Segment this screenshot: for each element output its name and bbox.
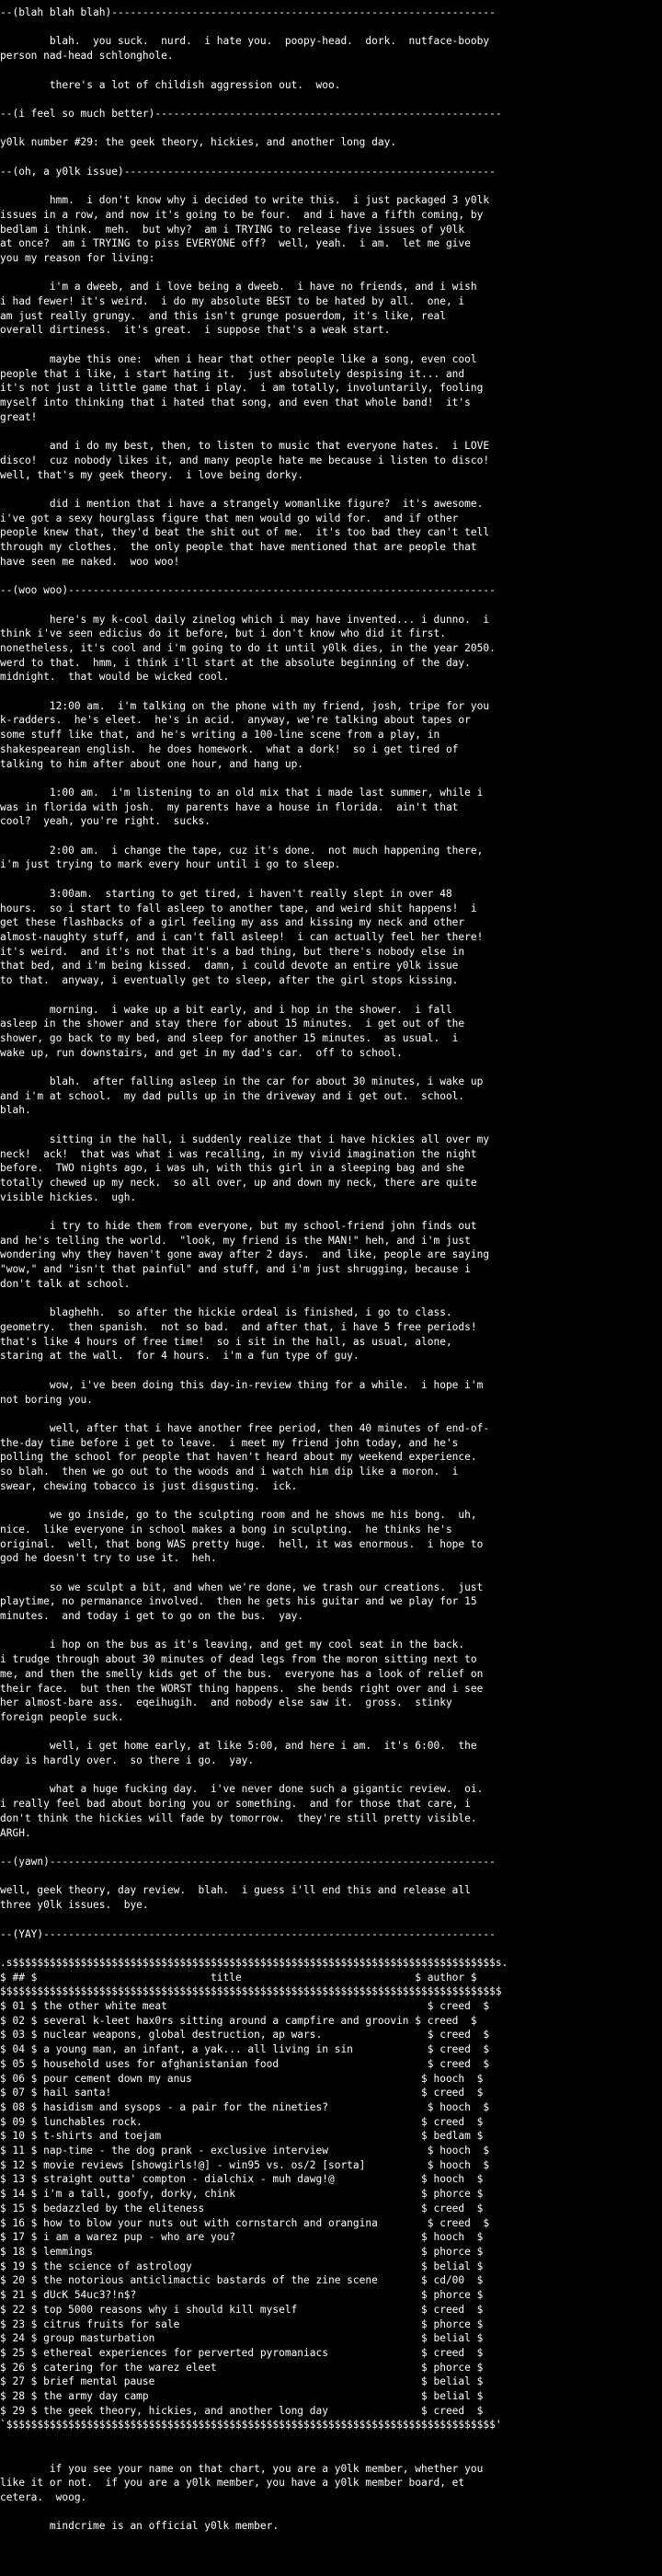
table-row: $$$$$$$$$$$$$$$$$$$$$$$$$$$$$$$$$$$$$$$$$$$$$$$$$$$$$$$$$$$$$$$$$$$$$$$$$$$$$$$$$ <box>0 1985 502 1998</box>
table-row: $ 09 $ lunchables rock. $ creed $ <box>0 2115 484 2128</box>
table-row: $ 03 $ nuclear weapons, global destruction, ap wars. $ creed $ <box>0 2029 490 2041</box>
section-header: --(yawn)------------------------------------------------------------------------ <box>0 1856 496 1868</box>
table-row: $ 21 $ dUcK 54uc3?!n$? $ phorce $ <box>0 2289 484 2302</box>
text-line: what a huge fucking day. i've never done such a gigantic review. oi. <box>0 1783 484 1796</box>
text-line: and he's telling the world. "look, my friend is the MAN!" heh, and i'm just <box>0 1234 471 1247</box>
text-line: hours. so i start to fall asleep to another tape, and weird shit happens! i <box>0 902 477 914</box>
table-row: $ 17 $ i am a warez pup - who are you? $ hooch $ <box>0 2231 484 2244</box>
text-line: her almost-bare ass. eqeihugih. and nobody else saw it. gross. stinky <box>0 1696 452 1709</box>
text-line: visible hickies. ugh. <box>0 1190 137 1203</box>
table-row: $ 16 $ how to blow your nuts out with cornstarch and orangina $ creed $ <box>0 2216 490 2229</box>
text-line: totally chewed up my neck. so all over, up and down my neck, there are quite <box>0 1176 477 1189</box>
text-line: well, that's my geek theory. i love being dorky. <box>0 468 304 481</box>
text-line: i try to hide them from everyone, but my school-friend john finds out <box>0 1220 477 1233</box>
text-line: there's a lot of childish aggression out. woo. <box>0 78 341 91</box>
table-row: $ 05 $ household uses for afghanistanian food $ creed $ <box>0 2057 490 2070</box>
text-line: ARGH. <box>0 1826 31 1839</box>
text-line: great! <box>0 410 38 423</box>
table-row: $ 22 $ top 5000 reasons why i should kill myself $ creed $ <box>0 2303 484 2316</box>
text-line: well, i get home early, at like 5:00, and here i am. it's 6:00. the <box>0 1740 477 1753</box>
text-line: mindcrime is an official y0lk member. <box>0 2520 280 2533</box>
table-row: $ 26 $ catering for the warez eleet $ phorce $ <box>0 2361 484 2374</box>
text-line: and i do my best, then, to listen to music that everyone hates. i LOVE <box>0 440 490 453</box>
table-row: $ 12 $ movie reviews [showgirls!@] - win95 vs. os/2 [sorta] $ hooch $ <box>0 2158 490 2171</box>
table-row: $ 24 $ group masturbation $ belial $ <box>0 2332 484 2345</box>
text-line: people knew that, they'd beat the shit out of me. it's too bad they can't tell <box>0 526 490 539</box>
text-line: midnight. that would be wicked cool. <box>0 671 230 684</box>
text-line: to that. anyway, i eventually get to sleep, after the girl stops kissing. <box>0 974 459 987</box>
text-line: was in florida with josh. my parents have a house in florida. ain't that <box>0 800 459 813</box>
table-row: $ ## $ title $ author $ <box>0 1971 477 1984</box>
text-line: it's weird. and it's not that it's a bad thing, but there's nobody else in <box>0 945 465 958</box>
text-line: get these flashbacks of a girl feeling my ass and kissing my neck and other <box>0 916 465 929</box>
zine-text-body <box>0 6 662 2534</box>
table-row: $ 04 $ a young man, an infant, a yak... all living in sin $ creed $ <box>0 2043 490 2056</box>
text-line: bedlam i think. meh. but why? am i TRYING to release five issues of y0lk <box>0 223 465 236</box>
text-line: don't think the hickies will fade by tomorrow. they're still pretty visible. <box>0 1811 477 1824</box>
table-row: $ 06 $ pour cement down my anus $ hooch $ <box>0 2072 484 2085</box>
table-row: $ 29 $ the geek theory, hickies, and another long day $ creed $ <box>0 2404 484 2417</box>
text-line: 12:00 am. i'm talking on the phone with my friend, josh, tripe for you <box>0 699 490 712</box>
table-row: $ 14 $ i'm a tall, goofy, dorky, chink $ phorce $ <box>0 2188 484 2201</box>
text-line: like it or not. if you are a y0lk member, you have a y0lk member board, et <box>0 2477 465 2490</box>
table-row: $ 11 $ nap-time - the dog prank - exclusive interview $ hooch $ <box>0 2145 490 2157</box>
text-line: so we sculpt a bit, and when we're done, we trash our creations. just <box>0 1581 484 1593</box>
text-line: at once? am i TRYING to piss EVERYONE off? well, yeah. i am. let me give <box>0 237 471 250</box>
text-line: before. TWO nights ago, i was uh, with this girl in a sleeping bag and she <box>0 1162 465 1175</box>
text-line: i'm just trying to mark every hour until i go to sleep. <box>0 858 341 871</box>
text-line: myself into thinking that i hated that song, and even that whole band! it's <box>0 396 471 408</box>
table-row: `$$$$$$$$$$$$$$$$$$$$$$$$$$$$$$$$$$$$$$$$$$$$$$$$$$$$$$$$$$$$$$$$$$$$$$$$$$$$$$$' <box>0 2419 502 2432</box>
text-line: don't talk at school. <box>0 1277 131 1290</box>
text-line: not boring you. <box>0 1393 94 1406</box>
text-line: me, and then the smelly kids get of the bus. everyone has a look of relief on <box>0 1667 484 1680</box>
text-line: talking to him after about one hour, and hang up. <box>0 757 304 770</box>
table-row: $ 27 $ brief mental pause $ belial $ <box>0 2375 484 2388</box>
section-header: --(blah blah blah)-------------------------------------------------------------- <box>0 6 496 18</box>
text-line: maybe this one: when i hear that other people like a song, even cool <box>0 352 477 365</box>
text-line: i've got a sexy hourglass figure that men would go wild for. and if other <box>0 512 459 524</box>
text-line: i really feel bad about boring you or something. and for those that care, i <box>0 1798 471 1811</box>
text-line: well, after that i have another free period, then 40 minutes of end-of- <box>0 1421 490 1434</box>
text-line: am just really grungy. and this isn't grunge posuerdom, it's like, real <box>0 309 446 322</box>
text-line: sitting in the hall, i suddenly realize that i have hickies all over my <box>0 1133 490 1145</box>
section-header: --(i feel so much better)-------------------------------------------------------- <box>0 107 502 120</box>
text-line: blaghehh. so after the hickie ordeal is finished, i go to class. <box>0 1306 452 1319</box>
section-header: --(YAY)------------------------------------------------------------------------- <box>0 1927 496 1940</box>
text-line: "wow," and "isn't that painful" and stuff, and i'm just shrugging, because i <box>0 1263 471 1276</box>
text-line: i trudge through about 30 minutes of dead legs from the moron sitting next to <box>0 1653 477 1666</box>
text-line: i had fewer! it's weird. i do my absolute BEST to be hated by all. one, i <box>0 295 465 308</box>
text-line: i hop on the bus as it's leaving, and get my cool seat in the back. <box>0 1639 465 1651</box>
text-line: it's not just a little game that i play. i am totally, involuntarily, fooling <box>0 382 484 395</box>
table-row: $ 23 $ citrus fruits for sale $ phorce $ <box>0 2317 484 2330</box>
text-line: person nad-head schlonghole. <box>0 50 174 63</box>
text-line: .s$$$$$$$$$$$$$$$$$$$$$$$$$$$$$$$$$$$$$$$$$$$$$$$$$$$$$$$$$$$$$$$$$$$$$$$$$$$$$$s. <box>0 1956 508 1969</box>
text-line: nice. like everyone in school makes a bong in sculpting. he thinks he's <box>0 1523 452 1535</box>
section-header: --(woo woo)--------------------------------------------------------------------- <box>0 584 496 597</box>
text-line: through my clothes. the only people that have mentioned that are people that <box>0 541 477 554</box>
text-line: have seen me naked. woo woo! <box>0 555 180 568</box>
table-row: $ 10 $ t-shirts and toejam $ bedlam $ <box>0 2130 484 2143</box>
text-line: their face. but then the WORST thing happens. she bends right over and i see <box>0 1682 484 1695</box>
text-line: so blah. then we go out to the woods and i watch him dip like a moron. i <box>0 1466 459 1478</box>
section-header: --(oh, a y0lk issue)------------------------------------------------------------ <box>0 165 496 178</box>
text-line: almost-naughty stuff, and i can't fall asleep! i can actually feel her there! <box>0 931 484 943</box>
text-line: 2:00 am. i change the tape, cuz it's done. not much happening there, <box>0 844 484 857</box>
text-line: you my reason for living: <box>0 251 155 264</box>
text-line: issues in a row, and now it's going to be four. and i have a fifth coming, by <box>0 208 484 221</box>
text-line: cetera. woog. <box>0 2490 87 2503</box>
table-row: $ 13 $ straight outta' compton - dialchix - muh dawg!@ $ hooch $ <box>0 2173 484 2186</box>
text-line: polling the school for people that haven't heard about my weekend experience. <box>0 1451 477 1464</box>
text-line: some stuff like that, and he's writing a 100-line scene from a play, in <box>0 729 440 742</box>
text-line: think i've seen edicius do it before, but i don't know who did it first. <box>0 627 446 640</box>
text-line: swear, chewing tobacco is just disgusting. ick. <box>0 1479 298 1492</box>
text-line: shower, go back to my bed, and sleep for another 15 minutes. as usual. i <box>0 1031 459 1044</box>
text-line: that's like 4 hours of free time! so i sit in the hall, as usual, alone, <box>0 1335 452 1348</box>
text-line: the-day time before i get to leave. i meet my friend john today, and he's <box>0 1436 459 1449</box>
text-line: y0lk number #29: the geek theory, hickies, and another long day. <box>0 136 397 149</box>
table-row: $ 20 $ the notorious anticlimactic bastards of the zine scene $ cd/00 $ <box>0 2274 484 2287</box>
text-line: blah. after falling asleep in the car for about 30 minutes, i wake up <box>0 1075 484 1088</box>
text-line: hmm. i don't know why i decided to write this. i just packaged 3 y0lk <box>0 194 490 207</box>
text-line: god he doesn't try to use it. heh. <box>0 1552 217 1565</box>
table-row: $ 19 $ the science of astrology $ belial $ <box>0 2260 484 2272</box>
text-line: staring at the wall. for 4 hours. i'm a fun type of guy. <box>0 1350 360 1363</box>
text-line: i'm a dweeb, and i love being a dweeb. i have no friends, and i wish <box>0 281 477 293</box>
text-line: blah. <box>0 1104 31 1117</box>
text-line: and i'm at school. my dad pulls up in the driveway and i get out. school. <box>0 1089 465 1102</box>
text-line: playtime, no permanance involved. then he gets his guitar and we play for 15 <box>0 1595 477 1608</box>
text-line: original. well, that bong WAS pretty huge. hell, it was enormous. i hope to <box>0 1537 484 1550</box>
text-line: wow, i've been doing this day-in-review thing for a while. i hope i'm <box>0 1378 484 1391</box>
text-line: that bed, and i'm being kissed. damn, i could devote an entire y0lk issue <box>0 960 459 972</box>
text-line: we go inside, go to the sculpting room and he shows me his bong. uh, <box>0 1509 477 1522</box>
table-row: $ 18 $ lemmings $ phorce $ <box>0 2245 484 2258</box>
text-line: here's my k-cool daily zinelog which i may have invented... i dunno. i <box>0 613 490 626</box>
text-line: wake up, run downstairs, and get in my dad's car. off to school. <box>0 1046 403 1059</box>
text-line: 1:00 am. i'm listening to an old mix that i made last summer, while i <box>0 786 484 799</box>
table-row: $ 15 $ bedazzled by the eliteness $ creed $ <box>0 2202 484 2214</box>
text-line: people that i like, i start hating it. just absolutely despising it... and <box>0 367 465 380</box>
text-line: three y0lk issues. bye. <box>0 1899 149 1912</box>
text-line: blah. you suck. nurd. i hate you. poopy-head. dork. nutface-booby <box>0 35 490 48</box>
text-line: cool? yeah, you're right. sucks. <box>0 815 211 828</box>
text-line: day is hardly over. so there i go. yay. <box>0 1754 255 1767</box>
text-line: werd to that. hmm, i think i'll start at the absolute beginning of the day. <box>0 656 471 669</box>
text-line: nonetheless, it's cool and i'm going to do it until y0lk dies, in the year 2050. <box>0 641 496 654</box>
text-line: neck! ack! that was what i was recalling, in my vivid imagination the night <box>0 1147 477 1160</box>
text-line: overall dirtiness. it's great. i suppose that's a weak start. <box>0 324 391 337</box>
text-line: asleep in the shower and stay there for about 15 minutes. i get out of the <box>0 1018 465 1030</box>
text-line: if you see your name on that chart, you are a y0lk member, whether you <box>0 2462 484 2475</box>
text-line: disco! cuz nobody likes it, and many people hate me because i listen to disco! <box>0 454 490 466</box>
text-line: shakespearean english. he does homework. what a dork! so i get tired of <box>0 742 459 755</box>
text-line: foreign people suck. <box>0 1710 124 1723</box>
table-row: $ 01 $ the other white meat $ creed $ <box>0 2000 490 2013</box>
text-line: well, geek theory, day review. blah. i guess i'll end this and release all <box>0 1884 471 1897</box>
table-row: $ 28 $ the army day camp $ belial $ <box>0 2390 484 2403</box>
text-line: morning. i wake up a bit early, and i hop in the shower. i fall <box>0 1003 452 1016</box>
table-row: $ 08 $ hasidism and sysops - a pair for the nineties? $ hooch $ <box>0 2100 490 2113</box>
text-line: did i mention that i have a strangely womanlike figure? it's awesome. <box>0 497 484 510</box>
text-line: k-radders. he's eleet. he's in acid. anyway, we're talking about tapes or <box>0 714 471 727</box>
table-row: $ 07 $ hail santa! $ creed $ <box>0 2087 484 2099</box>
table-row: $ 02 $ several k-leet hax0rs sitting around a campfire and groovin $ creed $ <box>0 2014 477 2027</box>
text-line: minutes. and today i get to go on the bus. yay. <box>0 1610 304 1623</box>
text-line: wondering why they haven't gone away after 2 days. and like, people are saying <box>0 1248 490 1261</box>
text-line: geometry. then spanish. not so bad. and after that, i have 5 free periods! <box>0 1320 477 1333</box>
table-row: $ 25 $ ethereal experiences for perverted pyromaniacs $ creed $ <box>0 2346 484 2359</box>
text-line: 3:00am. starting to get tired, i haven't really slept in over 48 <box>0 887 452 900</box>
